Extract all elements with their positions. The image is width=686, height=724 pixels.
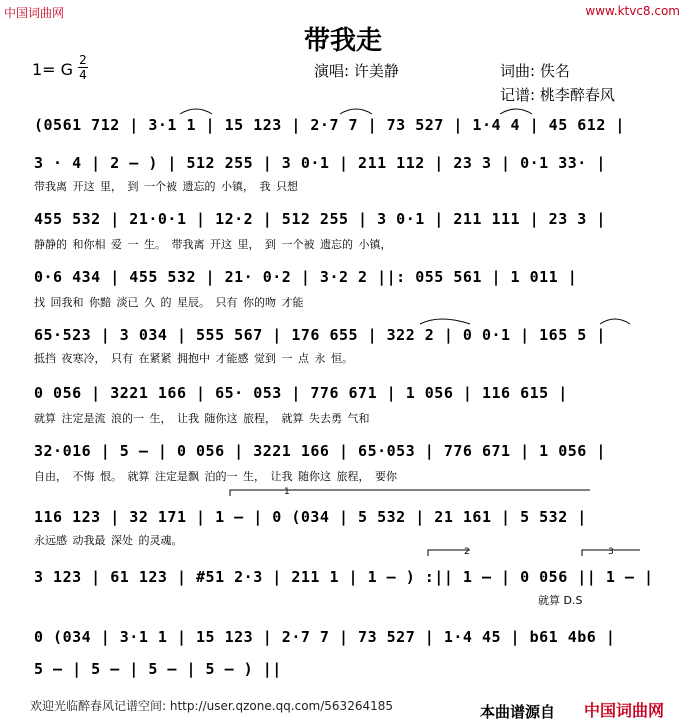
volta-3-label: 3 [608,547,614,557]
staff-row-7: 32·016 | 5 – | 0 056 | 3221 166 | 65·053 | 776 671 | 1 056 | [34,442,606,460]
watermark-right[interactable]: www.ktvc8.com [585,4,680,18]
ds-annotation: 就算 D.S [538,594,583,607]
lyric-row-4: 找 回我和 你黯 淡已 久 的 星辰。 只有 你的吻 才能 [34,296,304,309]
footer-credit: 欢迎光临醉春风记谱空间: http://user.qzone.qq.com/563264185 [30,699,394,713]
song-title: 带我走 [303,26,382,56]
staff-row-4: 0·6 434 | 455 532 | 21· 0·2 | 3·2 2 ||: 055 561 | 1 011 | [34,268,578,286]
staff-row-1: (0561 712 | 3·1 1 | 15 123 | 2·7 7 | 73 527 | 1·4 4 | 45 612 | [34,116,625,134]
staff-row-2: 3 · 4 | 2 – ) | 512 255 | 3 0·1 | 211 112 | 23 3 | 0·1 33· | [34,154,606,172]
composer-credit: 词曲: 佚名 [500,62,570,80]
time-top: 2 [79,53,87,67]
singer-credit: 演唱: 许美静 [314,62,399,80]
transcriber-credit: 记谱: 桃李醉春风 [500,86,615,104]
staff-row-9: 3 123 | 61 123 | #51 2·3 | 211 1 | 1 – ) :|| 1 – | 0 056 || 1 – | [34,568,654,586]
staff-row-8: 116 123 | 32 171 | 1 – | 0 (034 | 5 532 | 21 161 | 5 532 | [34,508,587,526]
lyric-row-5: 抵挡 夜寒冷， 只有 在紧紧 拥抱中 才能感 觉到 一 点 永 恒。 [34,352,353,365]
lyric-row-6: 就算 注定是流 浪的一 生， 让我 随你这 旅程， 就算 失去勇 气和 [34,412,370,425]
source-label: 本曲谱源自 [480,703,556,721]
volta-2-label: 2 [464,547,470,557]
key-signature: 1= G [32,60,74,79]
volta-1-label: 1 [284,487,290,497]
lyric-row-2: 带我离 开这 里， 到 一个被 遗忘的 小镇， 我 只想 [34,180,298,193]
lyric-row-7: 自由， 不悔 恨。 就算 注定是飘 泊的一 生， 让我 随你这 旅程， 要你 [34,470,397,483]
staff-row-11: 5 – | 5 – | 5 – | 5 – ) || [34,660,282,678]
staff-row-6: 0 056 | 3221 166 | 65· 053 | 776 671 | 1 056 | 116 615 | [34,384,568,402]
brand-logo: 中国词曲网 [584,701,665,720]
staff-row-3: 455 532 | 21·0·1 | 12·2 | 512 255 | 3 0·1 | 211 111 | 23 3 | [34,210,606,228]
lyric-row-3: 静静的 和你相 爱 一 生。 带我离 开这 里， 到 一个被 遗忘的 小镇， [34,238,392,251]
watermark-left: 中国词曲网 [4,6,65,20]
lyric-row-8: 永远感 动我最 深处 的灵魂。 [34,534,183,547]
staff-row-10: 0 (034 | 3·1 1 | 15 123 | 2·7 7 | 73 527 | 1·4 45 | b61 4b6 | [34,628,616,646]
time-bottom: 4 [79,68,87,82]
staff-row-5: 65·523 | 3 034 | 555 567 | 176 655 | 322 2 | 0 0·1 | 165 5 | [34,326,606,344]
